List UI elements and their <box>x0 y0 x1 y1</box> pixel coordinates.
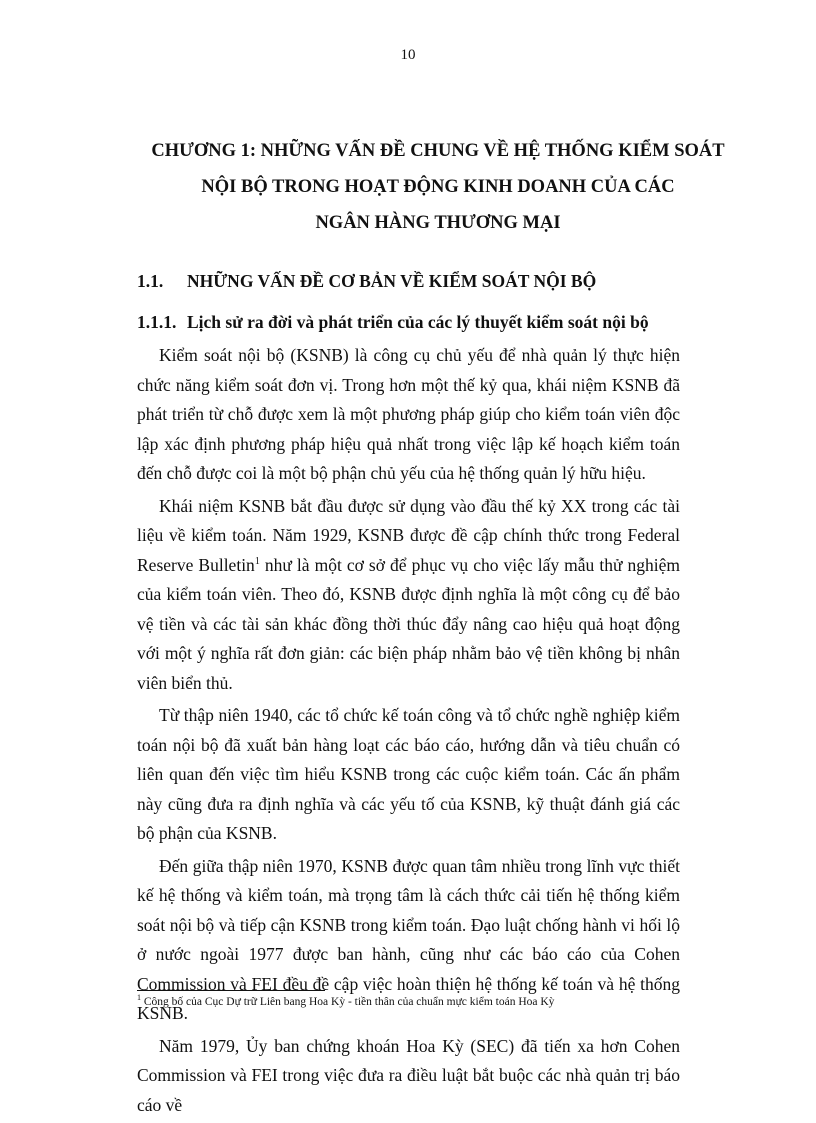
chapter-title <box>110 133 766 241</box>
footnote-text: Công bố của Cục Dự trữ Liên bang Hoa Kỳ - tiền thân của chuẩn mực kiểm toán Hoa Kỳ <box>141 996 555 1008</box>
section-heading-1-1-1 <box>137 312 649 333</box>
footnote-separator <box>137 990 325 991</box>
paragraph-2-text-b: như là một cơ sở để phục vụ cho việc lấy mẫu thử nghiệm của kiểm toán viên. Theo đó, KSNB được định nghĩa là một công cụ để bảo vệ tiền và các tài sản khác đồng thời thúc đẩy nâng cao hiệu quả hoạt động với một ý nghĩa rất đơn giản: các biện pháp nhằm bảo vệ tiền không bị nhân viên biển thủ. <box>137 554 680 693</box>
page-number: 10 <box>400 47 416 63</box>
paragraph-4: Đến giữa thập niên 1970, KSNB được quan tâm nhiều trong lĩnh vực thiết kế hệ thống và kiểm toán, mà trọng tâm là cách thức cải tiến hệ thống kiểm soát nội bộ và tiếp cận KSNB trong kiểm toán. Đạo luật chống hành vi hối lộ ở nước ngoài 1977 được ban hành, cũng như các báo cáo của Cohen Commission và FEI đều đề cập việc hoàn thiện hệ thống kế toán và hệ thống KSNB. <box>137 855 680 1023</box>
section-title: NHỮNG VẤN ĐỀ CƠ BẢN VỀ KIỂM SOÁT NỘI BỘ <box>187 271 597 291</box>
footnote <box>137 993 555 1008</box>
chapter-title-line-2: NỘI BỘ TRONG HOẠT ĐỘNG KINH DOANH CỦA CÁC <box>201 177 675 197</box>
paragraph-2 <box>137 492 680 699</box>
chapter-title-line-1: CHƯƠNG 1: NHỮNG VẤN ĐỀ CHUNG VỀ HỆ THỐNG KIỂM SOÁT <box>151 141 725 161</box>
section-heading-1-1 <box>137 271 596 292</box>
subsection-number: 1.1.1. <box>137 312 177 332</box>
paragraph-1: Kiểm soát nội bộ (KSNB) là công cụ chủ yếu để nhà quản lý thực hiện chức năng kiểm soát đơn vị. Trong hơn một thế kỷ qua, khái niệm KSNB đã phát triển từ chỗ được xem là một phương pháp giúp cho kiểm toán viên độc lập xác định phương pháp hiệu quả nhất trong việc lập kế hoạch kiểm toán đến chỗ được coi là một bộ phận chủ yếu của hệ thống quản lý hữu hiệu. <box>137 345 680 483</box>
footnote-reference: 1 <box>254 555 260 567</box>
subsection-title: Lịch sử ra đời và phát triển của các lý thuyết kiểm soát nội bộ <box>187 312 649 332</box>
chapter-title-line-3: NGÂN HÀNG THƯƠNG MẠI <box>315 213 561 233</box>
paragraph-3: Từ thập niên 1940, các tổ chức kế toán công và tổ chức nghề nghiệp kiểm toán nội bộ đã xuất bản hàng loạt các báo cáo, hướng dẫn và tiêu chuẩn có liên quan đến việc tìm hiểu KSNB trong các cuộc kiểm toán. Các ấn phẩm này cũng đưa ra định nghĩa và các yếu tố của KSNB, kỹ thuật đánh giá các bộ phận của KSNB. <box>137 705 680 843</box>
footnote-marker: 1 <box>137 993 141 1003</box>
section-number: 1.1. <box>137 271 164 291</box>
paragraph-2-text-a: Khái niệm KSNB bắt đầu được sử dụng vào đầu thế kỷ XX trong các tài liệu về kiểm toán. Năm 1929, KSNB được đề cập chính thức trong Federal Reserve Bulletin <box>137 495 680 575</box>
paragraph-5: Năm 1979, Ủy ban chứng khoán Hoa Kỳ (SEC) đã tiến xa hơn Cohen Commission và FEI trong việc đưa ra điều luật bắt buộc các nhà quản trị báo cáo về <box>137 1035 680 1115</box>
